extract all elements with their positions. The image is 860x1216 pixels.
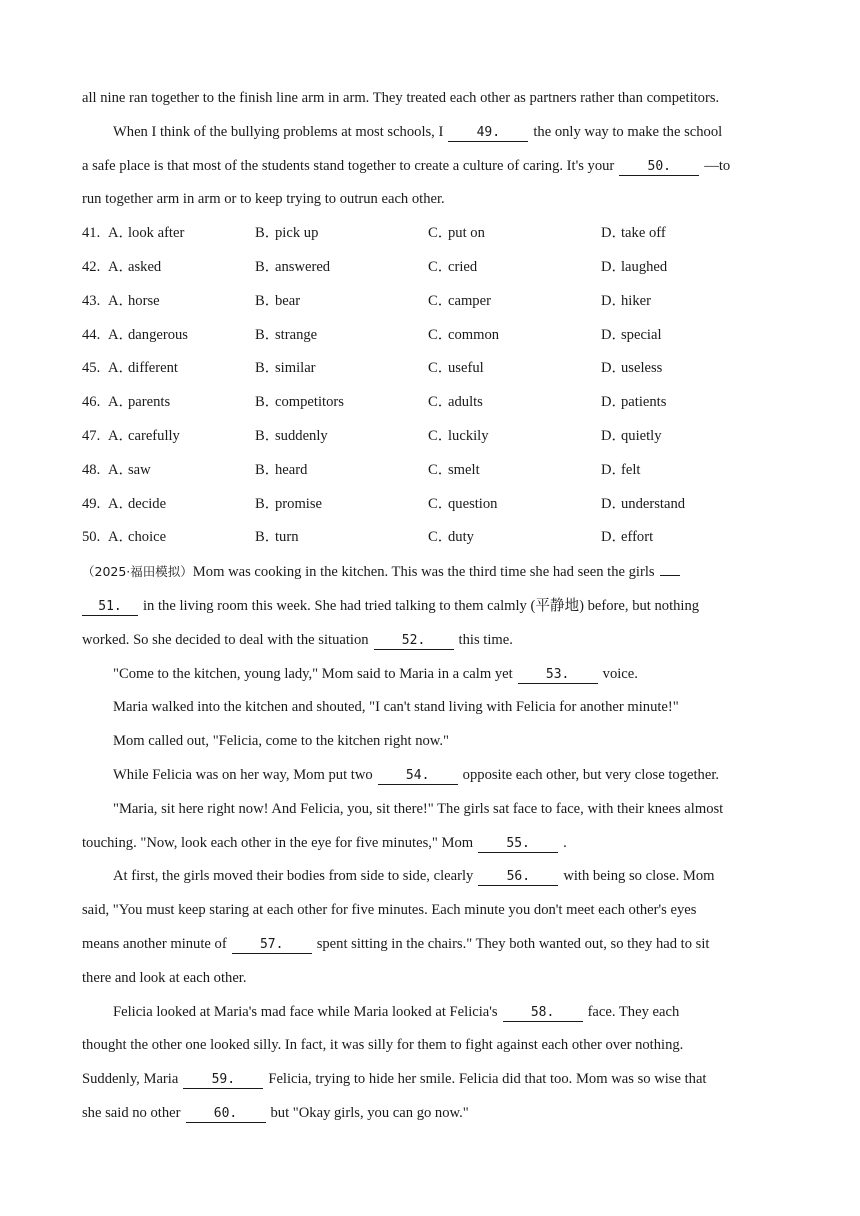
- option-text: bear: [275, 292, 301, 309]
- passage-text: Suddenly, Maria: [82, 1071, 179, 1088]
- passage-text: At first, the girls moved their bodies from side to side, clearly: [113, 868, 474, 885]
- blank-50: 50.: [619, 159, 699, 176]
- option-c[interactable]: [428, 386, 601, 420]
- option-text: turn: [275, 529, 299, 546]
- passage-text: a safe place is that most of the students stand together to create a culture of caring. It's your: [82, 157, 615, 174]
- option-text: felt: [621, 461, 641, 478]
- option-a[interactable]: [108, 285, 255, 319]
- option-d[interactable]: [601, 352, 751, 386]
- option-b[interactable]: [255, 521, 428, 555]
- option-text: heard: [275, 461, 308, 478]
- question-number: 41.: [82, 225, 101, 242]
- option-text: useful: [448, 360, 484, 377]
- option-text: patients: [621, 394, 667, 411]
- option-c[interactable]: [428, 251, 601, 285]
- question-number: 47.: [82, 427, 101, 444]
- question-number: 42.: [82, 258, 101, 275]
- option-a[interactable]: [108, 319, 255, 353]
- passage-text: there and look at each other.: [82, 969, 247, 986]
- option-letter: C．: [428, 394, 453, 411]
- option-d[interactable]: [601, 217, 751, 251]
- option-letter: A．: [108, 394, 134, 411]
- passage-line: [82, 1063, 780, 1097]
- option-text: similar: [275, 360, 316, 377]
- option-text: understand: [621, 495, 686, 512]
- passage-line: [82, 691, 780, 725]
- option-letter: B．: [255, 461, 280, 478]
- option-letter: A．: [108, 292, 134, 309]
- option-letter: B．: [255, 326, 280, 343]
- question-row: [82, 521, 780, 555]
- passage-line: [82, 827, 780, 861]
- option-text: laughed: [621, 258, 668, 275]
- blank-53: 53.: [518, 667, 598, 684]
- option-b[interactable]: [255, 285, 428, 319]
- option-letter: D．: [601, 427, 627, 444]
- blank-51-start: [660, 575, 680, 576]
- passage-text: this time.: [458, 631, 513, 648]
- option-b[interactable]: [255, 454, 428, 488]
- option-letter: B．: [255, 529, 280, 546]
- passage-line: [82, 624, 780, 658]
- option-letter: B．: [255, 360, 280, 377]
- option-letter: A．: [108, 258, 134, 275]
- option-d[interactable]: [601, 386, 751, 420]
- passage-text: the only way to make the school: [533, 123, 723, 140]
- passage-text: in the living room this week. She had tried talking to them calmly (平静地) before, but nothing: [143, 597, 700, 614]
- passage-line: [82, 555, 780, 590]
- option-text: useless: [621, 360, 663, 377]
- question-row: [82, 319, 780, 353]
- passage-text: but "Okay girls, you can go now.": [270, 1104, 469, 1121]
- option-c[interactable]: [428, 521, 601, 555]
- option-a[interactable]: [108, 217, 255, 251]
- option-d[interactable]: [601, 521, 751, 555]
- option-b[interactable]: [255, 386, 428, 420]
- passage-text: said, "You must keep staring at each other for five minutes. Each minute you don't meet each other's eyes: [82, 902, 697, 919]
- question-row: [82, 420, 780, 454]
- question-number: 50.: [82, 529, 101, 546]
- option-letter: C．: [428, 529, 453, 546]
- option-letter: A．: [108, 529, 134, 546]
- option-a[interactable]: [108, 454, 255, 488]
- option-a[interactable]: [108, 386, 255, 420]
- passage-line: [82, 590, 780, 624]
- blank-54: 54.: [378, 768, 458, 785]
- passage-line: [82, 116, 780, 150]
- passage-text: .: [563, 834, 567, 851]
- option-text: special: [621, 326, 662, 343]
- question-row: [82, 386, 780, 420]
- option-letter: D．: [601, 258, 627, 275]
- question-number: 44.: [82, 326, 101, 343]
- passage-text: face. They each: [587, 1003, 680, 1020]
- option-c[interactable]: [428, 454, 601, 488]
- option-letter: B．: [255, 394, 280, 411]
- passage-line: [82, 82, 780, 116]
- passage-text: run together arm in arm or to keep trying to outrun each other.: [82, 191, 445, 208]
- passage-text: she said no other: [82, 1104, 181, 1121]
- option-text: answered: [275, 258, 331, 275]
- blank-59: 59.: [183, 1072, 263, 1089]
- passage-text: —to: [704, 157, 731, 174]
- option-text: put on: [448, 225, 485, 242]
- passage-line: [82, 183, 780, 217]
- passage-text: "Maria, sit here right now! And Felicia, you, sit there!" The girls sat face to face, with their knees almost: [113, 800, 724, 817]
- passage-line: [82, 962, 780, 996]
- passage-text: Maria walked into the kitchen and shouted, "I can't stand living with Felicia for another minute!": [113, 699, 679, 716]
- option-a[interactable]: [108, 488, 255, 522]
- question-number: 49.: [82, 495, 101, 512]
- option-letter: B．: [255, 495, 280, 512]
- option-letter: B．: [255, 225, 280, 242]
- option-letter: C．: [428, 225, 453, 242]
- blank-55: 55.: [478, 836, 558, 853]
- option-text: camper: [448, 292, 491, 309]
- source-tag: （2025·福田模拟）: [82, 564, 193, 580]
- option-text: effort: [621, 529, 654, 546]
- passage-text: opposite each other, but very close together.: [462, 766, 720, 783]
- option-text: decide: [128, 495, 167, 512]
- blank-58: 58.: [503, 1005, 583, 1022]
- option-text: take off: [621, 225, 666, 242]
- option-letter: A．: [108, 427, 134, 444]
- option-letter: D．: [601, 292, 627, 309]
- option-letter: D．: [601, 495, 627, 512]
- passage-line: [82, 150, 780, 184]
- passage-text: Mom was cooking in the kitchen. This was the third time she had seen the girls: [192, 564, 655, 581]
- passage-line: [82, 793, 780, 827]
- option-text: choice: [128, 529, 167, 546]
- question-row: [82, 285, 780, 319]
- passage-text: Felicia, trying to hide her smile. Felicia did that too. Mom was so wise that: [268, 1071, 707, 1088]
- passage-text: While Felicia was on her way, Mom put two: [113, 766, 373, 783]
- option-text: asked: [128, 258, 162, 275]
- passage-text: voice.: [602, 665, 638, 682]
- passage-text: thought the other one looked silly. In fact, it was silly for them to fight against each other over nothing.: [82, 1037, 684, 1054]
- option-d[interactable]: [601, 488, 751, 522]
- passage-text: Mom called out, "Felicia, come to the kitchen right now.": [113, 733, 450, 750]
- option-text: saw: [128, 461, 151, 478]
- option-letter: C．: [428, 495, 453, 512]
- question-row: [82, 251, 780, 285]
- option-d[interactable]: [601, 319, 751, 353]
- option-text: smelt: [448, 461, 480, 478]
- blank-49: 49.: [448, 125, 528, 142]
- passage-line: [82, 759, 780, 793]
- option-d[interactable]: [601, 420, 751, 454]
- option-letter: B．: [255, 292, 280, 309]
- option-c[interactable]: [428, 352, 601, 386]
- option-a[interactable]: [108, 521, 255, 555]
- option-letter: C．: [428, 292, 453, 309]
- blank-60: 60.: [186, 1106, 266, 1123]
- question-number: 46.: [82, 394, 101, 411]
- option-text: carefully: [128, 427, 180, 444]
- option-a[interactable]: [108, 420, 255, 454]
- option-text: competitors: [275, 394, 344, 411]
- passage-text: "Come to the kitchen, young lady," Mom said to Maria in a calm yet: [113, 665, 513, 682]
- question-row: [82, 454, 780, 488]
- option-b[interactable]: [255, 488, 428, 522]
- passage-line: [82, 658, 780, 692]
- option-letter: C．: [428, 461, 453, 478]
- passage-line: [82, 928, 780, 962]
- blank-56: 56.: [478, 869, 558, 886]
- option-d[interactable]: [601, 454, 751, 488]
- blank-52: 52.: [374, 633, 454, 650]
- option-b[interactable]: [255, 420, 428, 454]
- question-row: [82, 217, 780, 251]
- option-text: quietly: [621, 427, 662, 444]
- blank-51: 51.: [82, 599, 138, 616]
- option-text: different: [128, 360, 178, 377]
- options-list: [82, 217, 780, 555]
- option-text: parents: [128, 394, 171, 411]
- passage-line: [82, 1097, 780, 1131]
- option-letter: D．: [601, 360, 627, 377]
- option-text: luckily: [448, 427, 489, 444]
- option-letter: D．: [601, 225, 627, 242]
- option-d[interactable]: [601, 251, 751, 285]
- option-text: adults: [448, 394, 483, 411]
- option-text: strange: [275, 326, 318, 343]
- question-number: 45.: [82, 360, 101, 377]
- passage-text: When I think of the bullying problems at most schools, I: [113, 123, 444, 140]
- passage-line: [82, 860, 780, 894]
- passage-text: with being so close. Mom: [563, 868, 715, 885]
- option-d[interactable]: [601, 285, 751, 319]
- passage-text: means another minute of: [82, 935, 227, 952]
- passage-line: [82, 725, 780, 759]
- passage-text: all nine ran together to the finish line arm in arm. They treated each other as partners rather than competitors.: [82, 90, 720, 106]
- passage-line: [82, 894, 780, 928]
- option-b[interactable]: [255, 319, 428, 353]
- option-text: dangerous: [128, 326, 188, 343]
- option-letter: D．: [601, 529, 627, 546]
- option-b[interactable]: [255, 251, 428, 285]
- option-letter: C．: [428, 360, 453, 377]
- option-a[interactable]: [108, 251, 255, 285]
- passage-text: touching. "Now, look each other in the eye for five minutes," Mom: [82, 834, 474, 851]
- option-text: pick up: [275, 225, 319, 242]
- option-b[interactable]: [255, 352, 428, 386]
- option-letter: C．: [428, 427, 453, 444]
- passage-line: [82, 1029, 780, 1063]
- option-text: promise: [275, 495, 323, 512]
- question-number: 43.: [82, 292, 101, 309]
- option-letter: A．: [108, 225, 134, 242]
- option-letter: D．: [601, 461, 627, 478]
- question-number: 48.: [82, 461, 101, 478]
- option-text: suddenly: [275, 427, 328, 444]
- option-text: horse: [128, 292, 160, 309]
- option-text: common: [448, 326, 500, 343]
- option-b[interactable]: [255, 217, 428, 251]
- blank-57: 57.: [232, 937, 312, 954]
- option-letter: B．: [255, 427, 280, 444]
- option-c[interactable]: [428, 285, 601, 319]
- option-text: hiker: [621, 292, 651, 309]
- option-letter: C．: [428, 258, 453, 275]
- passage-text: spent sitting in the chairs." They both wanted out, so they had to sit: [316, 935, 710, 952]
- document-page: [82, 82, 780, 1131]
- passage-text: worked. So she decided to deal with the situation: [82, 631, 369, 648]
- question-row: [82, 488, 780, 522]
- option-letter: B．: [255, 258, 280, 275]
- option-text: question: [448, 495, 498, 512]
- option-letter: C．: [428, 326, 453, 343]
- option-c[interactable]: [428, 217, 601, 251]
- option-letter: A．: [108, 461, 134, 478]
- option-letter: A．: [108, 360, 134, 377]
- option-text: cried: [448, 258, 478, 275]
- option-letter: D．: [601, 326, 627, 343]
- passage-text: Felicia looked at Maria's mad face while Maria looked at Felicia's: [113, 1003, 498, 1020]
- question-row: [82, 352, 780, 386]
- option-text: duty: [448, 529, 474, 546]
- option-c[interactable]: [428, 488, 601, 522]
- option-letter: D．: [601, 394, 627, 411]
- option-letter: A．: [108, 495, 134, 512]
- option-letter: A．: [108, 326, 134, 343]
- option-c[interactable]: [428, 420, 601, 454]
- option-a[interactable]: [108, 352, 255, 386]
- option-text: look after: [128, 225, 185, 242]
- passage-line: [82, 996, 780, 1030]
- option-c[interactable]: [428, 319, 601, 353]
